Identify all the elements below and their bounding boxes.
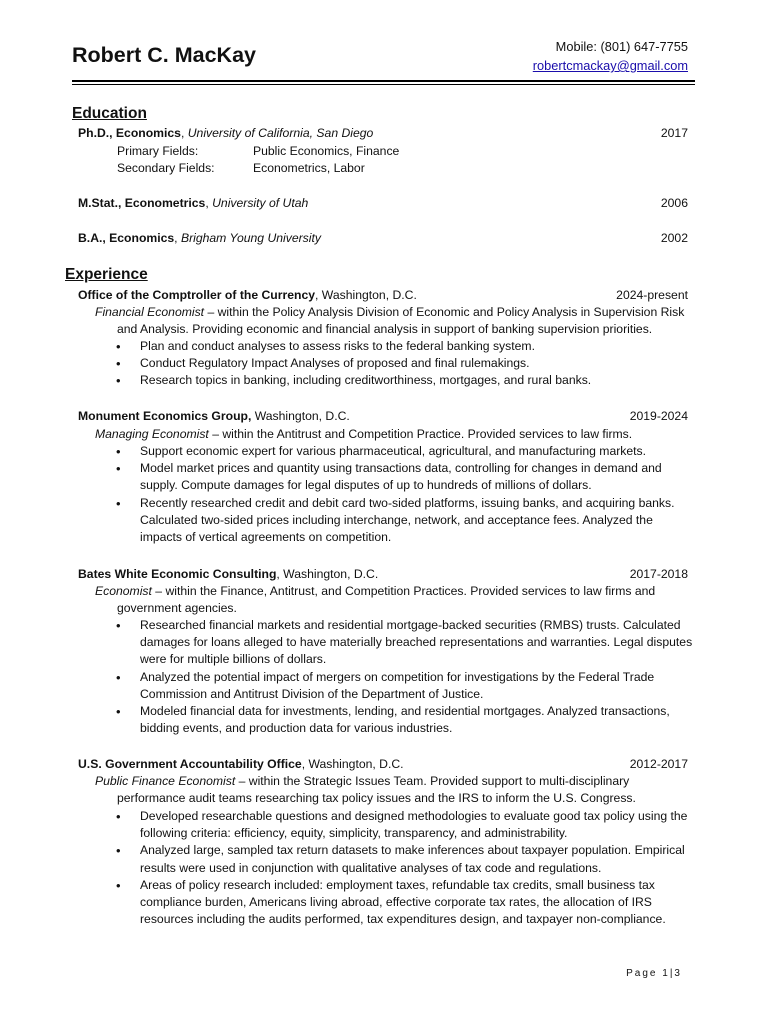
bw-location: , Washington, D.C. <box>276 567 379 581</box>
edu-ba-row: B.A., Economics, Brigham Young University 2002 <box>78 230 688 247</box>
page-number: Page 1|3 <box>626 968 682 979</box>
gao-dates: 2012-2017 <box>629 757 688 771</box>
job-occ-row <box>78 287 688 304</box>
list-item: • Analyzed large, sampled tax return datasets to make inferences about taxpayer population. Empirical results were used in conjunction with qualitative analyses of tax code and regulations. <box>140 842 695 876</box>
gao-bullets <box>140 808 695 928</box>
list-item: • Plan and conduct analyses to assess risks to the federal banking system. <box>140 338 695 355</box>
meg-description: Managing Economist – within the Antitrust and Competition Practice. Provided services to law firms. <box>95 427 633 441</box>
candidate-name: Robert C. MacKay <box>72 43 256 67</box>
bw-dates: 2017-2018 <box>629 567 688 581</box>
meg-org: Monument Economics Group, <box>78 409 252 423</box>
bw-bullets <box>140 617 695 737</box>
occ-description: Financial Economist – within the Policy Analysis Division of Economic and Policy Analysis in Supervision Risk and Analysis. Providing economic and financial analysis in support of banking supervision priorities. <box>95 305 685 337</box>
education-heading: Education <box>72 105 147 122</box>
secondary-fields-value: Econometrics, Labor <box>253 161 365 175</box>
primary-fields-label: Primary Fields: <box>117 144 199 158</box>
edu-phd-row: Ph.D., Economics, University of California, San Diego 2017 <box>78 125 688 142</box>
header-rule-thick <box>72 80 695 82</box>
job-meg-row <box>78 408 688 425</box>
list-item: • Research topics in banking, including creditworthiness, mortgages, and rural banks. <box>140 372 695 389</box>
bw-org: Bates White Economic Consulting <box>78 567 277 581</box>
list-item: • Support economic expert for various pharmaceutical, agricultural, and manufacturing markets. <box>140 443 695 460</box>
occ-bullets <box>140 338 695 390</box>
experience-heading: Experience <box>65 266 148 283</box>
header-rule-thin <box>72 84 695 85</box>
list-item: • Modeled financial data for investments, lending, and residential mortgages. Analyzed transactions, bidding events, and production data for various industries. <box>140 703 695 737</box>
mstat-school: University of Utah <box>212 196 309 210</box>
phd-degree: Ph.D., Economics <box>78 126 181 140</box>
list-item: • Areas of policy research included: employment taxes, refundable tax credits, small business tax compliance burden, Americans living abroad, effective corporate tax rates, the allocation of IRS resources including the audits performed, tax expenditures design, and taxpayer non-compliance. <box>140 877 695 929</box>
job-gao-row <box>78 756 688 773</box>
ba-school: Brigham Young University <box>180 231 321 245</box>
meg-location: Washington, D.C. <box>251 409 350 423</box>
secondary-fields-label: Secondary Fields: <box>117 161 215 175</box>
meg-dates: 2019-2024 <box>629 409 688 423</box>
mstat-degree: M.Stat., Econometrics <box>78 196 206 210</box>
secondary-fields-row <box>117 160 365 177</box>
bw-description: Economist – within the Finance, Antitrust, and Competition Practices. Provided services to law firms and government agencies. <box>95 584 656 616</box>
primary-fields-row <box>117 143 399 160</box>
occ-org: Office of the Comptroller of the Currency <box>78 288 316 302</box>
list-item: • Developed researchable questions and designed methodologies to evaluate good tax policy using the following criteria: efficiency, equity, simplicity, transparency, and administrability. <box>140 808 695 842</box>
edu-mstat-row: M.Stat., Econometrics, University of Utah 2006 <box>78 195 688 212</box>
meg-role: Managing Economist <box>95 427 209 441</box>
list-item: • Model market prices and quantity using transactions data, controlling for changes in demand and supply. Compute damages for legal disputes of up to hundreds of millions of dollars. <box>140 460 695 494</box>
phd-year: 2017 <box>660 126 688 140</box>
phd-school: University of California, San Diego <box>187 126 374 140</box>
email-link[interactable]: robertcmackay@gmail.com <box>532 58 688 73</box>
primary-fields-value: Public Economics, Finance <box>253 144 400 158</box>
gao-location: , Washington, D.C. <box>301 757 404 771</box>
gao-role: Public Finance Economist <box>95 774 236 788</box>
meg-bullets <box>140 443 695 546</box>
bw-role: Economist <box>95 584 152 598</box>
ba-year: 2002 <box>660 231 688 245</box>
list-item: • Researched financial markets and residential mortgage-backed securities (RMBS) trusts. Calculated damages for loans alleged to have materially breached representations and warranties. Legal disputes were for multiple billions of dollars. <box>140 617 695 669</box>
contact-block <box>533 37 688 75</box>
job-bw-row <box>78 566 688 583</box>
occ-dates: 2024-present <box>616 288 688 302</box>
mobile-number: Mobile: (801) 647-7755 <box>555 39 688 54</box>
gao-org: U.S. Government Accountability Office <box>78 757 302 771</box>
occ-role: Financial Economist <box>95 305 205 319</box>
list-item: • Analyzed the potential impact of mergers on competition for investigations by the Federal Trade Commission and Antitrust Division of the Department of Justice. <box>140 669 695 703</box>
list-item: • Conduct Regulatory Impact Analyses of proposed and final rulemakings. <box>140 355 695 372</box>
occ-location: , Washington, D.C. <box>315 288 417 302</box>
gao-description: Public Finance Economist – within the Strategic Issues Team. Provided support to multi-disciplinary performance audit teams researching tax policy issues and the IRS to inform the U.S. Congress. <box>95 774 636 806</box>
ba-degree: B.A., Economics <box>78 231 175 245</box>
mstat-year: 2006 <box>660 196 688 210</box>
list-item: • Recently researched credit and debit card two-sided platforms, issuing banks, and acquiring banks. Calculated two-sided prices including interchange, network, and acceptance fees. Analyzed the impacts of vertical agreements on competition. <box>140 495 695 547</box>
